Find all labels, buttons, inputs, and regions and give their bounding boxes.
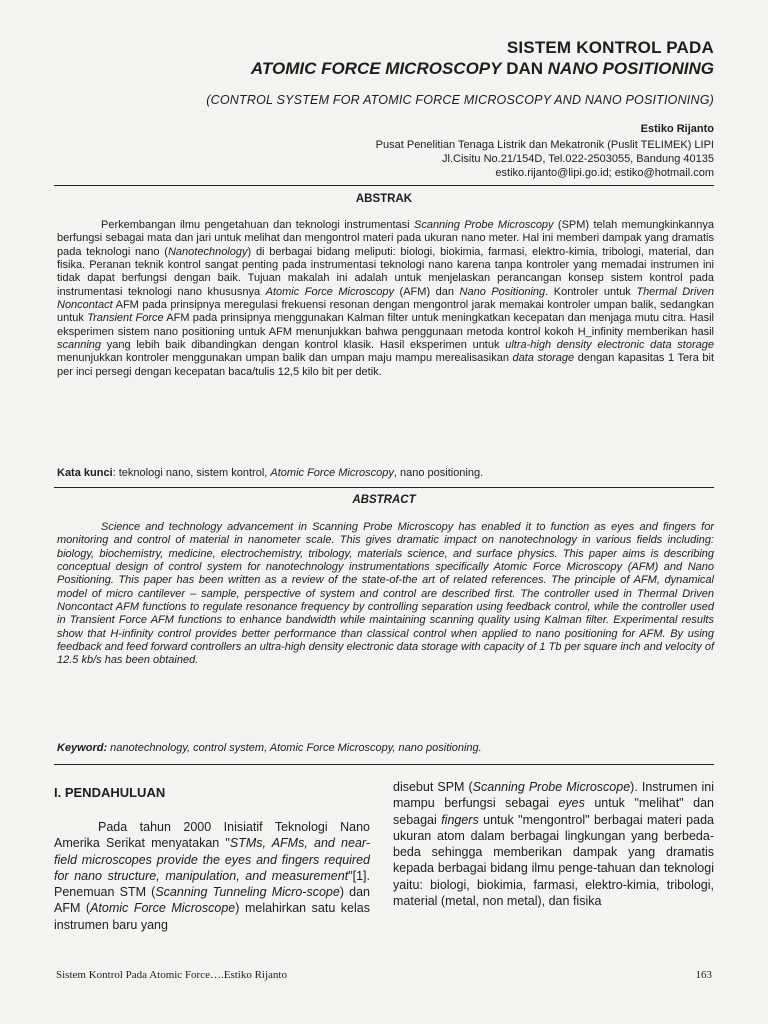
- text-run: "[1]. Penemuan STM (: [54, 868, 370, 900]
- divider: [54, 185, 714, 186]
- title-part: DAN: [501, 59, 548, 78]
- text-run: Thermal Driven Noncontact: [57, 285, 714, 312]
- keyword-label: Keyword:: [57, 742, 108, 754]
- text-run: ) dan AFM (: [54, 885, 370, 916]
- abstract-body: Science and technology advancement in Scanning Probe Microscopy has enabled it to function as eyes and fingers for monitoring and control of material in nanometer scale. This gives dramatic impact on nanotechnology in various fields including: biology, biochemistry, medicine, electrochemistry, tribology, materials science, and surface physics. This paper aims is describing conceptual design of control system for nanotechnology instrumentations specifically Atomic Force Microscopy (AFM) and Nano Positioning. This paper has been written as a review of the state-of-the art of related references. The principle of AFM, dynamical model of micro cantilever – sample, perspective of system and control are described first. The controller used in Thermal Driven Noncontact AFM functions to regulate resonance frequency by controlling separation using feedback control, while the controller used in Transient Force AFM functions to enhance bandwidth while maintaining scanning quality using Kalman filter. Experimental results show that H-infinity control provides better performance than classical control when applied to nano positioning for AFM. By using feedback and feed forward controllers an ultra-high density electronic data storage with capacity of 1 Tb per square inch and velocity of 12.5 kb/s has been obtained.: [57, 521, 714, 667]
- divider: [54, 764, 714, 765]
- text-run: Transient Force: [87, 312, 164, 325]
- text-run: Scanning Tunneling Micro-scope: [155, 885, 340, 900]
- footer-running-title: Sistem Kontrol Pada Atomic Force….Estiko Rijanto: [56, 969, 287, 981]
- abstract-heading: ABSTRACT: [352, 494, 416, 506]
- author-name: Estiko Rijanto: [640, 123, 714, 135]
- text-run: Pada tahun 2000 Inisiatif Teknologi Nano Amerika Serikat menyatakan ": [54, 820, 370, 851]
- text-run: untuk "melihat" dan sebagai: [393, 796, 714, 827]
- text-run: menunjukkan kontroler menggunakan umpan balik dan umpan maju mampu merealisasikan: [57, 352, 513, 365]
- text-run: disebut SPM (: [393, 780, 473, 794]
- text-run: dengan kapasitas 1 Tera bit per inci persegi dengan kecepatan baca/tulis 12,5 kilo bit per detik.: [57, 352, 715, 378]
- divider: [54, 487, 714, 488]
- text-run: Atomic Force Microscopy: [265, 285, 395, 298]
- text-run: Nanotechnology: [167, 245, 248, 258]
- keyword-line: [57, 742, 714, 754]
- text-run: yang lebih baik dibandingkan dengan kontrol klasik. Hasil eksperimen untuk: [101, 339, 506, 352]
- text-run: STMs, AFMs, and near-field microscopes provide the eyes and fingers required for nano structure, manipulation, and measurement: [54, 836, 370, 883]
- title-part: ATOMIC FORCE MICROSCOPY: [250, 59, 502, 78]
- text-run: ) melahirkan satu kelas instrumen baru yang: [54, 901, 370, 932]
- paper-title-line1: SISTEM KONTROL PADA: [506, 38, 714, 57]
- text-run: , nano positioning.: [393, 467, 484, 479]
- section-heading: I. PENDAHULUAN: [54, 785, 166, 800]
- text-run: Perkembangan ilmu pengetahuan dan teknologi instrumentasi: [101, 219, 414, 231]
- text-run: Scanning Probe Microscope: [472, 780, 631, 794]
- text-run: untuk "mengontrol" berbagai materi pada ukuran atom dalam berbagai lingkungan yang berbeda-beda sehingga memberikan dampak yang dramatis kepada berbagai bidang ilmu penge-tahuan dan teknologi yaitu: biologi, biokimia, farmasi, elektro-kimia, tribologi, material (metal, non metal), dan fisika: [393, 812, 714, 909]
- text-run: nanotechnology, control system, Atomic Force Microscopy, nano positioning.: [107, 742, 482, 754]
- text-run: Atomic Force Microscope: [90, 901, 236, 916]
- text-run: ). Instrumen ini mampu berfungsi sebagai: [393, 780, 714, 811]
- kata-kunci-label: Kata kunci: [57, 467, 113, 479]
- text-run: ) di berbagai bidang meliputi: biologi, biokimia, farmasi, elektro-kimia, tribologi, material, dan fisika. Peranan teknik kontrol sangat penting pada instrumentasi teknologi nano karena tanpa kontroler yang memadai instrumen ini tidak dapat berfungsi dengan baik. Tujuan makalah ini adalah untuk menjelaskan perancangan konsep sistem kontrol pada instrumentasi teknologi nano khususnya: [57, 245, 714, 298]
- kata-kunci: [57, 467, 714, 479]
- text-run: ultra-high density electronic data storage: [505, 339, 714, 352]
- text-run: fingers: [441, 812, 479, 827]
- text-run: scanning: [57, 339, 102, 352]
- author-affiliation: Pusat Penelitian Tenaga Listrik dan Mekatronik (Puslit TELIMEK) LIPI: [375, 139, 714, 151]
- text-run: Atomic Force Microscopy: [270, 467, 394, 479]
- paper-title-line2: [251, 59, 714, 79]
- author-address: Jl.Cisitu No.21/154D, Tel.022-2503055, Bandung 40135: [442, 153, 714, 165]
- title-part: NANO POSITIONING: [547, 59, 714, 78]
- intro-right-column: [393, 779, 714, 909]
- text-run: Nano Positioning: [459, 285, 546, 298]
- text-run: AFM pada prinsipnya meregulasi frekuensi resonan dengan mengontrol jarak memakai kontroler umpan balik, sedangkan untuk: [57, 299, 714, 325]
- text-run: Scanning Probe Microscopy: [413, 219, 554, 231]
- paper-subtitle: (CONTROL SYSTEM FOR ATOMIC FORCE MICROSCOPY AND NANO POSITIONING): [206, 93, 714, 107]
- intro-left-column: [54, 819, 370, 933]
- text-run: : teknologi nano, sistem kontrol,: [112, 467, 271, 479]
- abstrak-heading: ABSTRAK: [355, 193, 413, 205]
- text-run: data storage: [512, 352, 575, 365]
- text-run: . Kontroler untuk: [545, 285, 637, 298]
- text-run: (AFM) dan: [394, 285, 460, 298]
- text-run: AFM pada prinsipnya menggunakan Kalman filter untuk meningkatkan kecepatan dan menjaga mutu citra. Hasil eksperimen sistem nano positioning untuk AFM menunjukkan bahwa penggunaan metoda kontrol kokoh H_infinity memberikan hasil: [57, 312, 714, 338]
- footer-page-number: 163: [695, 969, 712, 981]
- abstrak-body: [57, 219, 714, 379]
- text-run: eyes: [558, 796, 585, 811]
- text-run: (SPM) telah memungkinkannya berfungsi sebagai mata dan jari untuk melihat dan mengontrol materi pada ukuran nano meter. Hal ini memberi dampak yang dramatis pada teknologi nano (: [57, 219, 714, 258]
- author-email: estiko.rijanto@lipi.go.id; estiko@hotmail.com: [495, 167, 714, 179]
